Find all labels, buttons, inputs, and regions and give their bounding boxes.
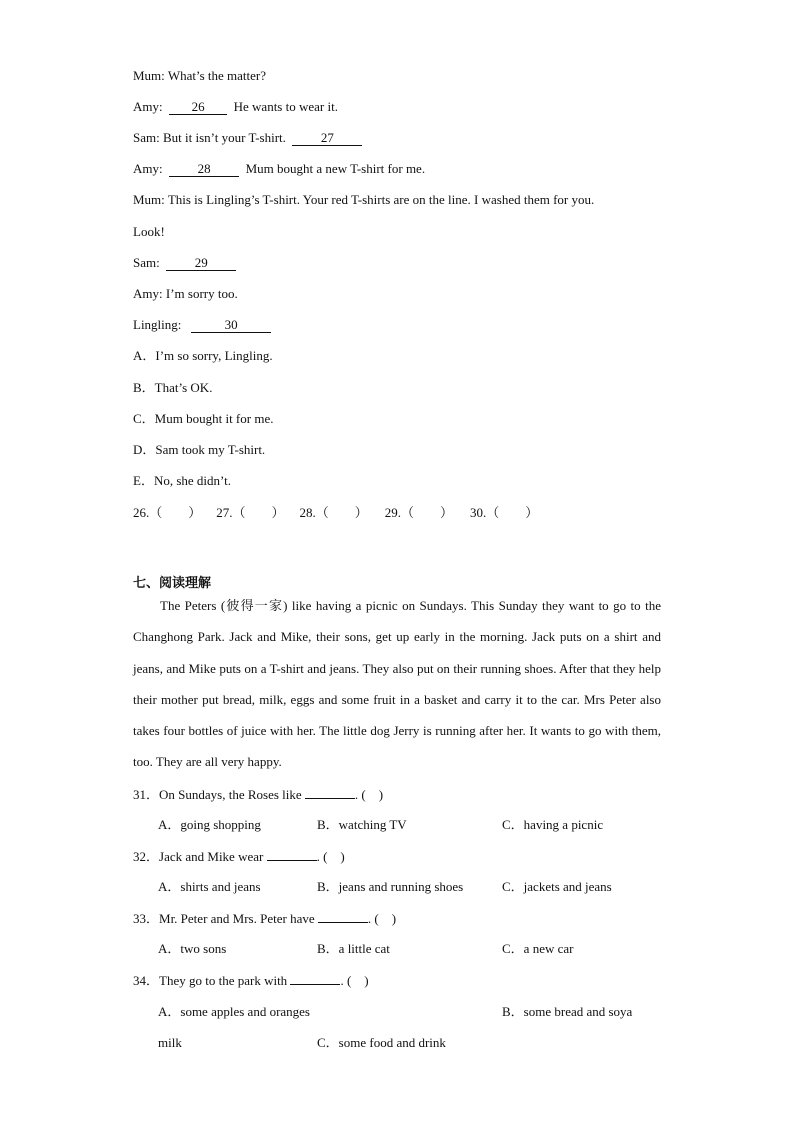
option-text: some bread and soya [523, 1004, 633, 1019]
option[interactable] [502, 1004, 632, 1020]
question-stem: On Sundays, the Roses like [159, 787, 302, 802]
option[interactable] [317, 1035, 446, 1051]
question-paren: . ( ) [316, 849, 345, 864]
choice-item [133, 380, 212, 396]
question-number: 31． [133, 787, 160, 802]
option[interactable] [158, 879, 261, 895]
choice-item [133, 473, 231, 489]
passage-text: The Peters (彼得一家) like having a picnic on Sundays. This Sunday they want to go to the Changhong Park. Jack and Mike, their sons, get up early in the morning. Jack puts on a shirt and jeans, and Mike puts on a T-shirt and jeans. They also put on their running shoes. After that they help their mother put bread, milk, eggs and some fruit in a basket and carry it to the car. Mrs Peter also takes four bottles of juice with her. The little dog Jerry is running after her. It wants to go with them, too. They are all very happy. [133, 598, 661, 770]
option-letter: C． [502, 941, 524, 956]
question-number: 33． [133, 911, 160, 926]
option-letter: B． [317, 941, 339, 956]
question [133, 786, 383, 803]
question [133, 848, 345, 865]
speaker: Amy: [133, 161, 163, 176]
question-blank [318, 910, 368, 923]
answer-blank: 26 [169, 100, 227, 115]
question-stem: They go to the park with [159, 973, 288, 988]
speaker: Sam: [133, 255, 160, 270]
option-text: having a picnic [523, 817, 604, 832]
reading-passage [133, 590, 661, 778]
question-blank [305, 786, 355, 799]
option-letter: A． [158, 817, 181, 832]
option-letter: A． [158, 879, 181, 894]
line-text: He wants to wear it. [233, 99, 338, 114]
speaker: Sam: [133, 130, 160, 145]
dialogue-line [133, 68, 266, 84]
question-number: 32． [133, 849, 160, 864]
question-blank [290, 972, 340, 985]
answer-slot[interactable]: 29.（ ） [384, 505, 454, 520]
option[interactable] [158, 941, 226, 957]
option[interactable] [502, 879, 612, 895]
choice-text: Sam took my T-shirt. [155, 442, 266, 457]
choice-text: I’m so sorry, Lingling. [155, 348, 273, 363]
option-letter: B． [317, 817, 339, 832]
choice-letter: E． [133, 473, 154, 488]
line-text: Look! [133, 224, 165, 239]
question-number: 34． [133, 973, 160, 988]
option-text: milk [158, 1035, 182, 1050]
choice-letter: C． [133, 411, 155, 426]
choice-text: Mum bought it for me. [154, 411, 274, 426]
option-text: jackets and jeans [523, 879, 612, 894]
choice-letter: A． [133, 348, 156, 363]
option-text: going shopping [180, 817, 261, 832]
speaker: Lingling: [133, 317, 182, 332]
option-text: jeans and running shoes [338, 879, 464, 894]
line-text: I’m sorry too. [165, 286, 238, 301]
option[interactable] [158, 817, 261, 833]
answer-blank: 29 [166, 256, 236, 271]
option-letter: B． [502, 1004, 524, 1019]
option-text: a little cat [338, 941, 390, 956]
choice-letter: D． [133, 442, 156, 457]
question [133, 910, 396, 927]
option[interactable] [502, 941, 573, 957]
option-letter: A． [158, 941, 181, 956]
speaker: Amy: [133, 286, 163, 301]
answer-blank: 28 [169, 162, 239, 177]
answer-row [133, 505, 552, 521]
question-paren: . ( ) [340, 973, 369, 988]
question-paren: . ( ) [354, 787, 384, 802]
question-stem: Jack and Mike wear [159, 849, 264, 864]
option[interactable] [317, 941, 390, 957]
option-text: two sons [180, 941, 227, 956]
choice-text: That’s OK. [154, 380, 213, 395]
option[interactable] [158, 1004, 310, 1020]
option-continuation [158, 1035, 182, 1051]
dialogue-line [133, 317, 271, 333]
question-blank [267, 848, 317, 861]
option-text: shirts and jeans [180, 879, 261, 894]
speaker: Mum: [133, 68, 165, 83]
choice-text: No, she didn’t. [153, 473, 231, 488]
question-stem: Mr. Peter and Mrs. Peter have [159, 911, 315, 926]
dialogue-line [133, 130, 362, 146]
line-text: What’s the matter? [167, 68, 266, 83]
option-letter: C． [317, 1035, 339, 1050]
line-text: Mum bought a new T-shirt for me. [245, 161, 426, 176]
option-text: some apples and oranges [180, 1004, 310, 1019]
option-letter: C． [502, 817, 524, 832]
question-paren: . ( ) [367, 911, 397, 926]
dialogue-line [133, 224, 165, 240]
question [133, 972, 369, 989]
answer-blank: 27 [292, 131, 362, 146]
option-text: watching TV [338, 817, 407, 832]
choice-letter: B． [133, 380, 155, 395]
dialogue-line [133, 192, 594, 208]
answer-slot[interactable]: 30.（ ） [470, 505, 539, 520]
option-text: a new car [523, 941, 574, 956]
answer-slot[interactable]: 27.（ ） [216, 505, 285, 520]
option[interactable] [317, 817, 407, 833]
answer-slot[interactable]: 28.（ ） [299, 505, 368, 520]
speaker: Mum: [133, 192, 165, 207]
answer-slot[interactable]: 26.（ ） [133, 505, 202, 520]
speaker: Amy: [133, 99, 163, 114]
option[interactable] [502, 817, 603, 833]
option[interactable] [317, 879, 463, 895]
section-title: 七、阅读理解 [133, 576, 212, 591]
dialogue-line [133, 286, 238, 302]
option-letter: B． [317, 879, 339, 894]
choice-item [133, 348, 273, 364]
dialogue-line [133, 255, 236, 271]
option-letter: C． [502, 879, 524, 894]
option-text: some food and drink [338, 1035, 446, 1050]
line-text: But it isn’t your T-shirt. [162, 130, 286, 145]
option-letter: A． [158, 1004, 181, 1019]
choice-item [133, 411, 273, 427]
choice-item [133, 442, 265, 458]
line-text: This is Lingling’s T-shirt. Your red T-shirts are on the line. I washed them for you. [167, 192, 595, 207]
dialogue-line [133, 99, 338, 115]
dialogue-line [133, 161, 425, 177]
answer-blank: 30 [191, 318, 271, 333]
